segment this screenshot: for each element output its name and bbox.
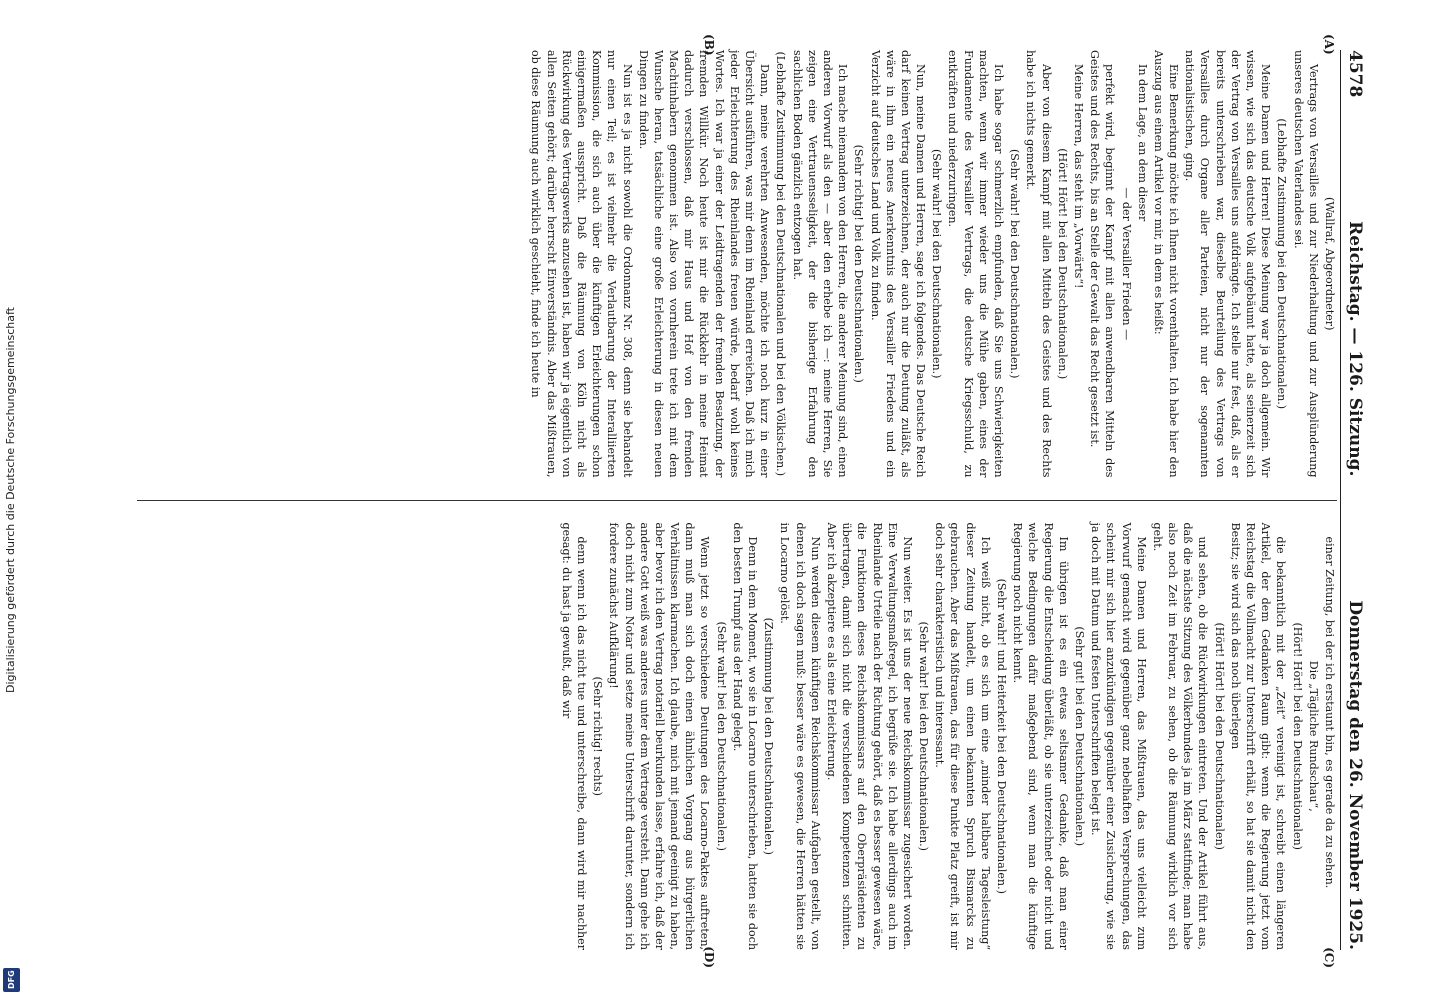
right-column [137, 522, 1337, 968]
paragraph: Ich mache niemandem von den Herren, die anderer Meinung sind, einen anderen Vorwurf als den — aber den erhebe ich —: meine Herren, Sie zeigen eine Vertrauensseligkeit, der die bisherige Erfahrung den sachlichen Boden gänzlich entzogen hat. [790, 50, 850, 478]
paragraph: (Lebhafte Zustimmung bei den Deutschnationalen.) [1275, 118, 1289, 410]
paragraph: (Wallraf, Abgeordneter) [1323, 197, 1336, 331]
paragraph: (Zustimmung bei den Deutschnationalen.) [762, 617, 776, 855]
text-columns [137, 34, 1337, 968]
paragraph: perfekt wird, beginnt der Kampf mit allen anwendbaren Mitteln des Geistes und des Rechts, bis an Stelle der Gewalt das Recht gesetzt ist. [1088, 50, 1117, 478]
paragraph: (Hört! Hört! bei den Deutschnationalen) [1290, 622, 1304, 850]
paragraph: und sehen, ob die Rückwirkungen eintreten. Und der Artikel führt aus, daß die nächste Sitzung des Völkerbundes ja im März stattfinde; man habe also noch Zeit im Februar, zu sehen, ob die Räumung wirklich vor sich geht. [1150, 522, 1210, 950]
paragraph: Meine Damen und Herren! Diese Meinung war ja doch allgemein. Wir wissen, wie sich das deutsche Volk aufgebäumt hatte, als seinerzeit sich der Vertrag von Versailles uns aufdrängte. Ich stelle nur fest, daß, als er bereits unterschrieben war, dieselbe Beurteilung des Vertrags von Versailles durch Organe aller Parteien, nicht nur der sogenannten nationalistischen, ging. [1183, 50, 1273, 478]
document-page [123, 30, 1393, 970]
dfg-logo: DFG [3, 968, 20, 992]
paragraph: — der Versailler Frieden — [1119, 187, 1133, 341]
paragraph: (Sehr richtig! bei den Deutschnationalen.) [852, 144, 866, 383]
session-date: Donnerstag den 26. November 1925. [1345, 600, 1365, 950]
paragraph: (Sehr wahr! bei den Deutschnationalen.) [917, 621, 931, 852]
paragraph: (Hört! Hört! bei den Deutschnationalen.) [1055, 148, 1069, 380]
paragraph: Meine Damen und Herren, das Mißtrauen, das uns vielleicht zum Vorwurf gemacht wird gegenüber ganz nebelhaften Versprechungen, das scheint mir sich hier anzukündigen gegenüber einer Zusicherung, wie sie ja doch mit Datum und festen Unterschriften belegt ist. [1089, 522, 1148, 950]
session-title: Reichstag. — 126. Sitzung. [1345, 221, 1365, 477]
paragraph: Dann, meine verehrten Anwesenden, möchte ich noch kurz in einer Übersicht ausführen, was mir denn im Rheinland erreichen. Daß ich mich jeder Erleichterung des Rheinlandes freuen würde, bedarf wohl keines Wortes. Ich war ja einer der Leidtragenden der fremden Besatzung, der fremden Willkür. Noch heute ist mir die Rückkehr in meine Heimat dadurch verschlossen, daß mir Haus und Hof von den fremden Machtinhabern genommen ist. Also von vornherein trete ich mit dem Wunsche heran, tatsächliche eine große Erleichterung in diesen neuen Dingen zu finden. [636, 50, 772, 478]
paragraph: (Sehr wahr! bei den Deutschnationalen.) [714, 621, 728, 852]
paragraph: (Sehr richtig! rechts) [591, 676, 605, 796]
paragraph: die bekanntlich mit der „Zeit“ vereinigt ist, schreibt einen längeren Artikel, der dem Gedanken Raum gibt: wenn die Regierung jetzt vom Reichstag die Vollmacht zur Unterschrift erhält, so hat sie damit nicht den Besitz; sie wird sich das noch überlegen [1228, 522, 1288, 950]
paragraph: Ich weiß nicht, ob es sich um eine „minder haltbare Tagesleistung“ dieser Zeitung handelt, um einen bekannten Spruch Bismarcks zu gebrauchen. Aber das Mißtrauen, das für diese Punkte Platz greift, ist mir doch sehr charakteristisch und interessant. [933, 522, 992, 950]
credit-text: Digitalisierung gefördert durch die Deutsche Forschungsgemeinschaft [4, 307, 17, 693]
paragraph: (Sehr wahr! bei den Deutschnationalen.) [1008, 148, 1022, 379]
margin-mark-b: (B) [702, 34, 716, 56]
paragraph: Im übrigen ist es ein etwas seltsamer Gedanke, daß man einer Regierung die Entscheidung überläßt, ob sie unterzeichnet oder nicht und welche Bedingungen dafür maßgebend sind, wenn man die künftige Regierung noch nicht kennt. [1011, 522, 1070, 950]
paragraph: Aber von diesem Kampf mit allen Mitteln des Geistes und des Rechts habe ich nichts gemerkt. [1024, 50, 1053, 478]
paragraph: Eine Bemerkung möchte ich Ihnen nicht vorenthalten. Ich habe hier den Auszug aus einem Artikel vor mir, in dem es heißt: [1151, 50, 1181, 478]
paragraph: Vertrags von Versailles und zur Niederhaltung und zur Ausplünderung unseres deutschen Vaterlandes sei. [1291, 50, 1320, 478]
page-number: 4578 [1345, 50, 1365, 98]
paragraph: (Sehr gut! bei den Deutschnationalen.) [1073, 626, 1086, 847]
paragraph: Ich habe sogar schmerzlich empfunden, daß Sie uns Schwierigkeiten machten, wenn wir immer wieder uns die Mühe gaben, eines der Fundamente des Versailler Vertrags, die deutsche Kriegsschuld, zu entkräften und niederzuringen. [946, 50, 1006, 478]
digitization-credit [0, 0, 24, 1000]
margin-mark-d: (D) [702, 946, 716, 968]
paragraph: (Sehr wahr! bei den Deutschnationalen.) [930, 148, 944, 379]
paragraph: (Sehr wahr! und Heiterkeit bei den Deutschnationalen.) [995, 578, 1009, 894]
paragraph: Denn in dem Moment, wo sie in Locarno unterschrieben, hatten sie doch den besten Trumpf aus der Hand gelegt. [730, 522, 760, 950]
paragraph: denn wenn ich das nicht tue und unterschreibe, dann wird mir nachher gesagt: du hast ja gewußt, daß wir [559, 522, 588, 950]
paragraph: Nun weiter. Es ist uns der neue Reichskommissar zugesichert worden. Eine Verwaltungsmaßregel, ich begrüße sie. Ich habe allerdings auch im Rheinlande Urteile nach der Richtung gehört, daß es besser gewesen wäre, die Funktionen dieses Reichskommissars auf den Oberpräsidenten zu übertragen, damit sich nicht die verschiedenen Kompetenzen schnitten. Aber ich akzeptiere es als eine Erleichterung. [825, 522, 914, 950]
paragraph: (Hört! Hört! bei den Deutschnationalen) [1212, 622, 1226, 850]
margin-mark-c: (C) [1322, 947, 1336, 968]
paragraph: Meine Herren, das steht im „Vorwärts“! [1072, 64, 1085, 289]
paragraph: Wenn jetzt so verschiedene Deutungen des Locarno-Paktes auftreten, dann muß man sich doch einen ähnlichen Vorgang aus bürgerlichen Verhältnissen klarmachen. Ich glaube, mich mit jemand geeinigt zu haben, aber bevor ich den Vertrag notariell beurkunden lasse, erfahre ich, daß der andere Gott weiß was anderes unter dem Vertrage versteht. Dann gehe ich doch nicht zum Notar und setze meine Unterschrift darunter, sondern ich fordere zunächst Aufklärung! [607, 522, 712, 950]
paragraph: Nun, meine Damen und Herren, sage ich folgendes. Das Deutsche Reich darf keinen Vertrag unterzeichnen, der auch nur die Deutung zuläßt, als wäre in ihm ein neues Anerkenntnis des Versailler Friedens und ein Verzicht auf deutsches Land und Volk zu finden. [868, 50, 928, 478]
paragraph: In dem Lage, an dem dieser [1135, 64, 1149, 222]
paragraph: (Lebhafte Zustimmung bei den Deutschnationalen und bei den Völkischen.) [774, 51, 788, 477]
paragraph: einer Zeitung, bei der ich erstaunt bin, es gerade da zu sehen. [1323, 536, 1336, 889]
margin-mark-a: (A) [1322, 34, 1336, 55]
paragraph: Nun werden diesem künftigen Reichskommissar Aufgaben gestellt, von denen ich doch sagen muß: besser wäre es gewesen, die Herren hätten sie in Locarno gelöst. [778, 522, 822, 950]
left-column [137, 34, 1337, 478]
paragraph: Nun ist es ja nicht sowohl die Ordonnanz Nr. 308, denn sie behandelt nur einen Teil; es ist vielmehr die Verlautbarung der Interalliierten Kommission, die sich auch über die künftigen Erleichterungen schon einigermaßen ausspricht. Daß die Räumung von Köln nicht als Rückwirkung des Vertragswerks anzusehen ist, haben wir ja eigentlich von allen Seiten gehört; darüber herrscht Einverständnis. Aber das Mißtrauen, ob diese Räumung auch wirklich geschieht, finde ich heute in [529, 50, 634, 478]
page-header [1340, 50, 1375, 950]
column-divider [137, 500, 1337, 501]
paragraph: Die „Tägliche Rundschau“, [1306, 660, 1320, 812]
